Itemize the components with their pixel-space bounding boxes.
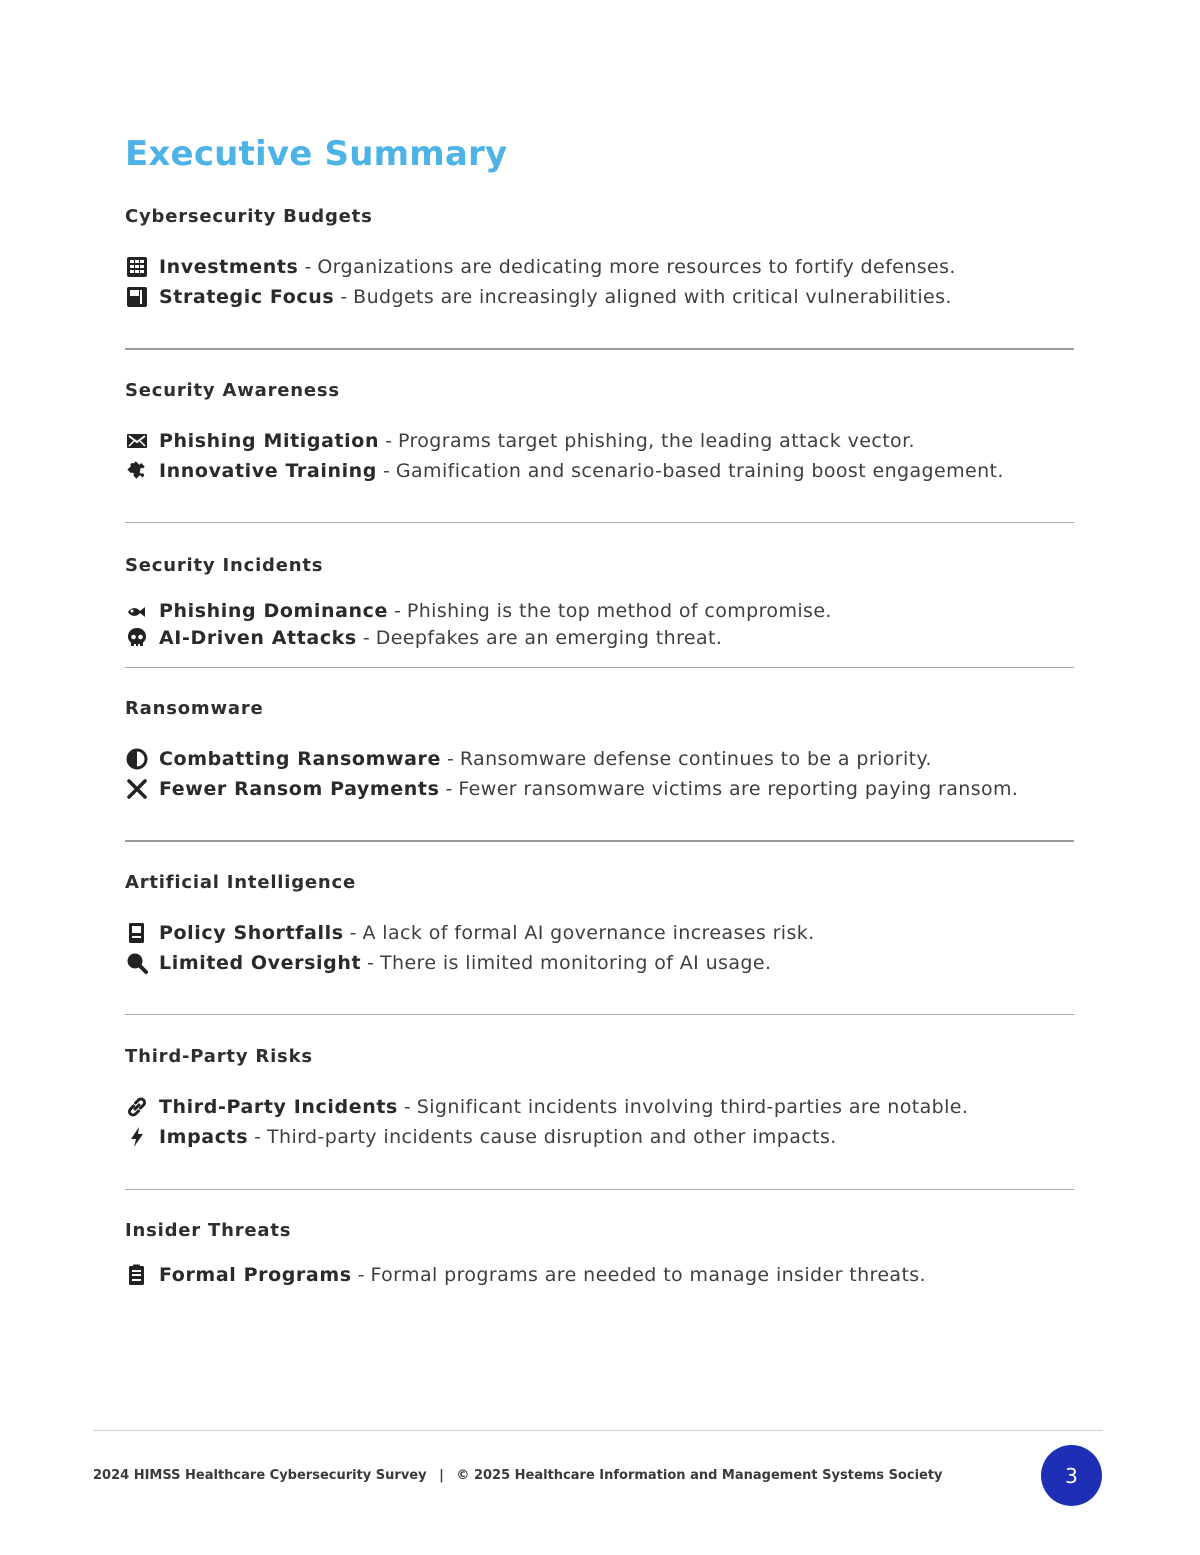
- item-description: Deepfakes are an emerging threat.: [375, 626, 723, 649]
- policy-document-icon: [125, 921, 149, 945]
- list-item: [125, 426, 1075, 456]
- item-description: Gamification and scenario-based training boost engagement.: [395, 460, 1004, 482]
- section-insider-threats: [125, 1220, 1075, 1290]
- item-title: Third-Party Incidents: [159, 1096, 398, 1118]
- item-separator: -: [340, 286, 348, 308]
- item-description: A lack of formal AI governance increases risk.: [362, 922, 815, 944]
- list-item: [125, 744, 1075, 774]
- book-icon: [125, 285, 149, 309]
- item-description: Budgets are increasingly aligned with critical vulnerabilities.: [353, 286, 952, 308]
- item-title: Innovative Training: [159, 460, 378, 482]
- item-separator: -: [403, 1096, 411, 1118]
- half-circle-icon: [125, 747, 149, 771]
- page-title: Executive Summary: [125, 134, 508, 174]
- item-separator: -: [362, 626, 370, 649]
- section-divider: [125, 1014, 1074, 1015]
- footer: [93, 1468, 943, 1483]
- item-description: Fewer ransomware victims are reporting paying ransom.: [458, 778, 1019, 800]
- list-item: [125, 252, 1075, 282]
- item-description: Significant incidents involving third-parties are notable.: [416, 1096, 969, 1118]
- section-heading: Ransomware: [125, 698, 264, 719]
- lightning-icon: [125, 1125, 149, 1149]
- footer-copyright: © 2025 Healthcare Information and Management Systems Society: [456, 1468, 943, 1483]
- list-item: [125, 624, 1075, 651]
- section-divider: [125, 840, 1074, 842]
- item-separator: -: [385, 430, 392, 452]
- footer-rule: [93, 1430, 1103, 1431]
- item-separator: -: [367, 952, 374, 974]
- item-separator: -: [445, 778, 453, 800]
- item-description: Phishing is the top method of compromise.: [406, 599, 832, 622]
- item-separator: -: [357, 1264, 365, 1286]
- clipboard-icon: [125, 1263, 149, 1287]
- link-icon: [125, 1095, 149, 1119]
- list-item: [125, 1122, 1075, 1152]
- item-title: AI-Driven Attacks: [159, 626, 357, 649]
- section-heading: Security Incidents: [125, 555, 324, 576]
- item-separator: -: [447, 748, 454, 770]
- footer-separator: |: [439, 1468, 444, 1483]
- list-item: [125, 1092, 1075, 1122]
- item-separator: -: [383, 460, 390, 482]
- section-divider: [125, 667, 1074, 668]
- item-title: Investments: [159, 256, 299, 278]
- item-title: Formal Programs: [159, 1264, 352, 1286]
- section-heading: Cybersecurity Budgets: [125, 206, 373, 227]
- item-title: Combatting Ransomware: [159, 748, 442, 770]
- page-number-badge: 3: [1041, 1445, 1102, 1506]
- item-title: Policy Shortfalls: [159, 922, 344, 944]
- item-description: Formal programs are needed to manage insider threats.: [370, 1264, 927, 1286]
- item-title: Phishing Mitigation: [159, 430, 380, 452]
- list-item: [125, 948, 1075, 978]
- list-item: [125, 1260, 1075, 1290]
- magnifier-icon: [125, 951, 149, 975]
- item-description: Ransomware defense continues to be a priority.: [459, 748, 932, 770]
- item-title: Limited Oversight: [159, 952, 362, 974]
- section-security-incidents: [125, 555, 1075, 651]
- list-item: [125, 597, 1075, 624]
- item-separator: -: [349, 922, 357, 944]
- item-description: Programs target phishing, the leading attack vector.: [397, 430, 915, 452]
- section-heading: Insider Threats: [125, 1220, 292, 1241]
- section-ransomware: [125, 698, 1075, 804]
- section-artificial-intelligence: [125, 872, 1075, 978]
- list-item: [125, 774, 1075, 804]
- skull-icon: [125, 626, 149, 650]
- item-description: Organizations are dedicating more resources to fortify defenses.: [317, 256, 956, 278]
- item-description: There is limited monitoring of AI usage.: [380, 952, 772, 974]
- section-heading: Security Awareness: [125, 380, 340, 401]
- email-icon: [125, 429, 149, 453]
- item-title: Strategic Focus: [159, 286, 335, 308]
- section-heading: Artificial Intelligence: [125, 872, 357, 893]
- fish-hook-icon: [125, 599, 149, 623]
- item-title: Impacts: [159, 1126, 249, 1148]
- calculator-icon: [125, 255, 149, 279]
- item-title: Phishing Dominance: [159, 599, 389, 622]
- section-third-party-risks: [125, 1046, 1075, 1152]
- list-item: [125, 918, 1075, 948]
- footer-report-name: 2024 HIMSS Healthcare Cybersecurity Survey: [93, 1468, 427, 1483]
- section-divider: [125, 1189, 1074, 1190]
- item-title: Fewer Ransom Payments: [159, 778, 440, 800]
- section-cybersecurity-budgets: [125, 206, 1075, 312]
- item-separator: -: [254, 1126, 262, 1148]
- list-item: [125, 456, 1075, 486]
- section-divider: [125, 522, 1074, 523]
- section-heading: Third-Party Risks: [125, 1046, 313, 1067]
- item-description: Third-party incidents cause disruption and other impacts.: [267, 1126, 837, 1148]
- list-item: [125, 282, 1075, 312]
- section-security-awareness: [125, 380, 1075, 486]
- item-separator: -: [304, 256, 312, 278]
- puzzle-icon: [125, 459, 149, 483]
- item-separator: -: [394, 599, 401, 622]
- x-icon: [125, 777, 149, 801]
- section-divider: [125, 348, 1074, 350]
